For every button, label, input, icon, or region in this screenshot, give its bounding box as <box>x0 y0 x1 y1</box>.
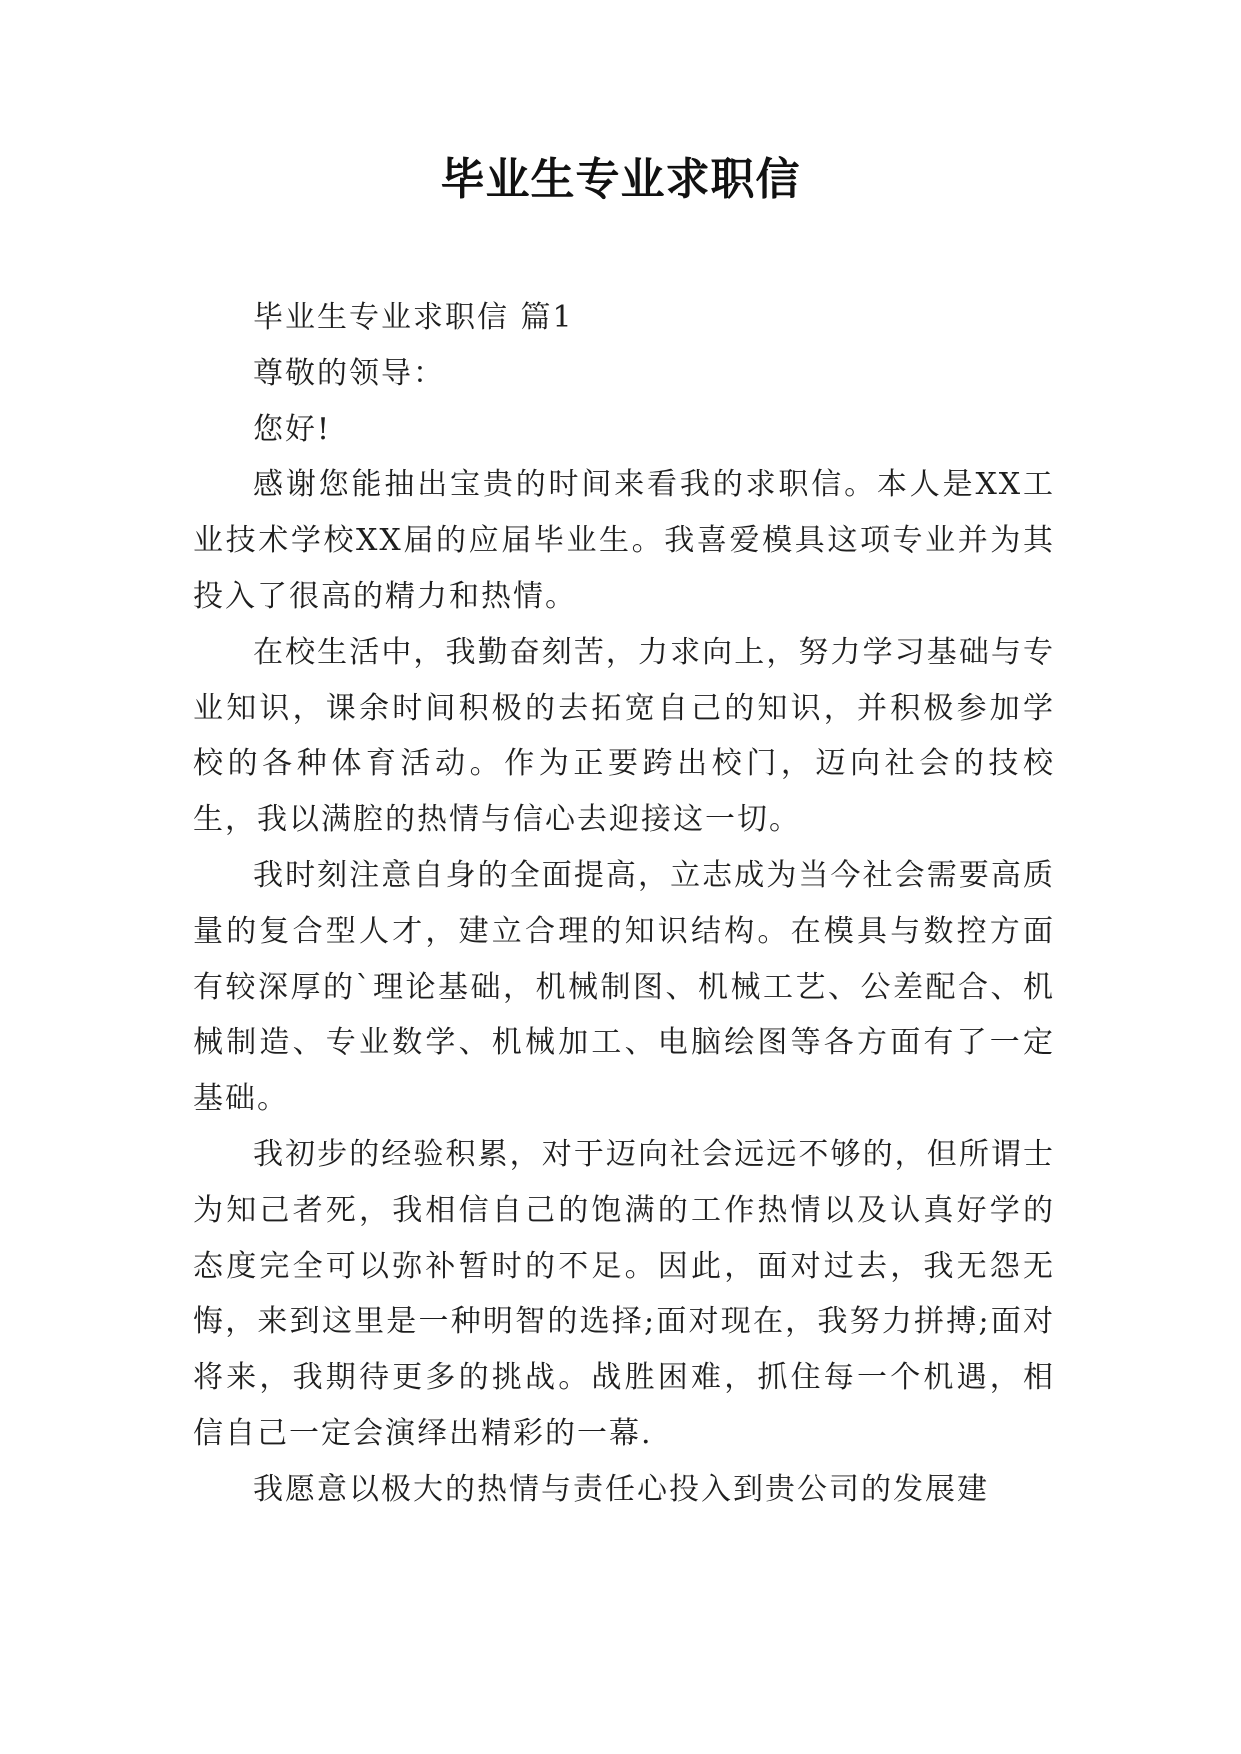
body-paragraph: 我愿意以极大的热情与责任心投入到贵公司的发展建 <box>253 1471 989 1507</box>
salutation: 尊敬的领导： <box>253 355 445 391</box>
body-paragraph: 感谢您能抽出宝贵的时间来看我的求职信。本人是XX工业技术学校XX届的应届毕业生。我喜爱模具这项专业并为其投入了很高的精力和热情。 <box>193 467 1055 614</box>
document-title: 毕业生专业求职信 <box>440 154 801 205</box>
section-heading: 毕业生专业求职信 篇1 <box>253 300 574 335</box>
document-body <box>193 290 1055 1518</box>
body-paragraph: 我时刻注意自身的全面提高，立志成为当今社会需要高质量的复合型人才，建立合理的知识结构。在模具与数控方面有较深厚的`理论基础，机械制图、机械工艺、公差配合、机械制造、专业数学、机械加工、电脑绘图等各方面有了一定基础。 <box>193 857 1055 1117</box>
body-paragraph: 我初步的经验积累，对于迈向社会远远不够的，但所谓士为知己者死，我相信自己的饱满的工作热情以及认真好学的态度完全可以弥补暂时的不足。因此，面对过去，我无怨无悔，来到这里是一种明智的选择;面对现在，我努力拼搏;面对将来，我期待更多的挑战。战胜困难，抓住每一个机遇，相信自己一定会演绎出精彩的一幕. <box>193 1136 1055 1451</box>
body-paragraph: 在校生活中，我勤奋刻苦，力求向上，努力学习基础与专业知识，课余时间积极的去拓宽自己的知识，并积极参加学校的各种体育活动。作为正要跨出校门，迈向社会的技校生，我以满腔的热情与信心去迎接这一切。 <box>193 634 1055 838</box>
greeting: 您好! <box>253 411 332 447</box>
